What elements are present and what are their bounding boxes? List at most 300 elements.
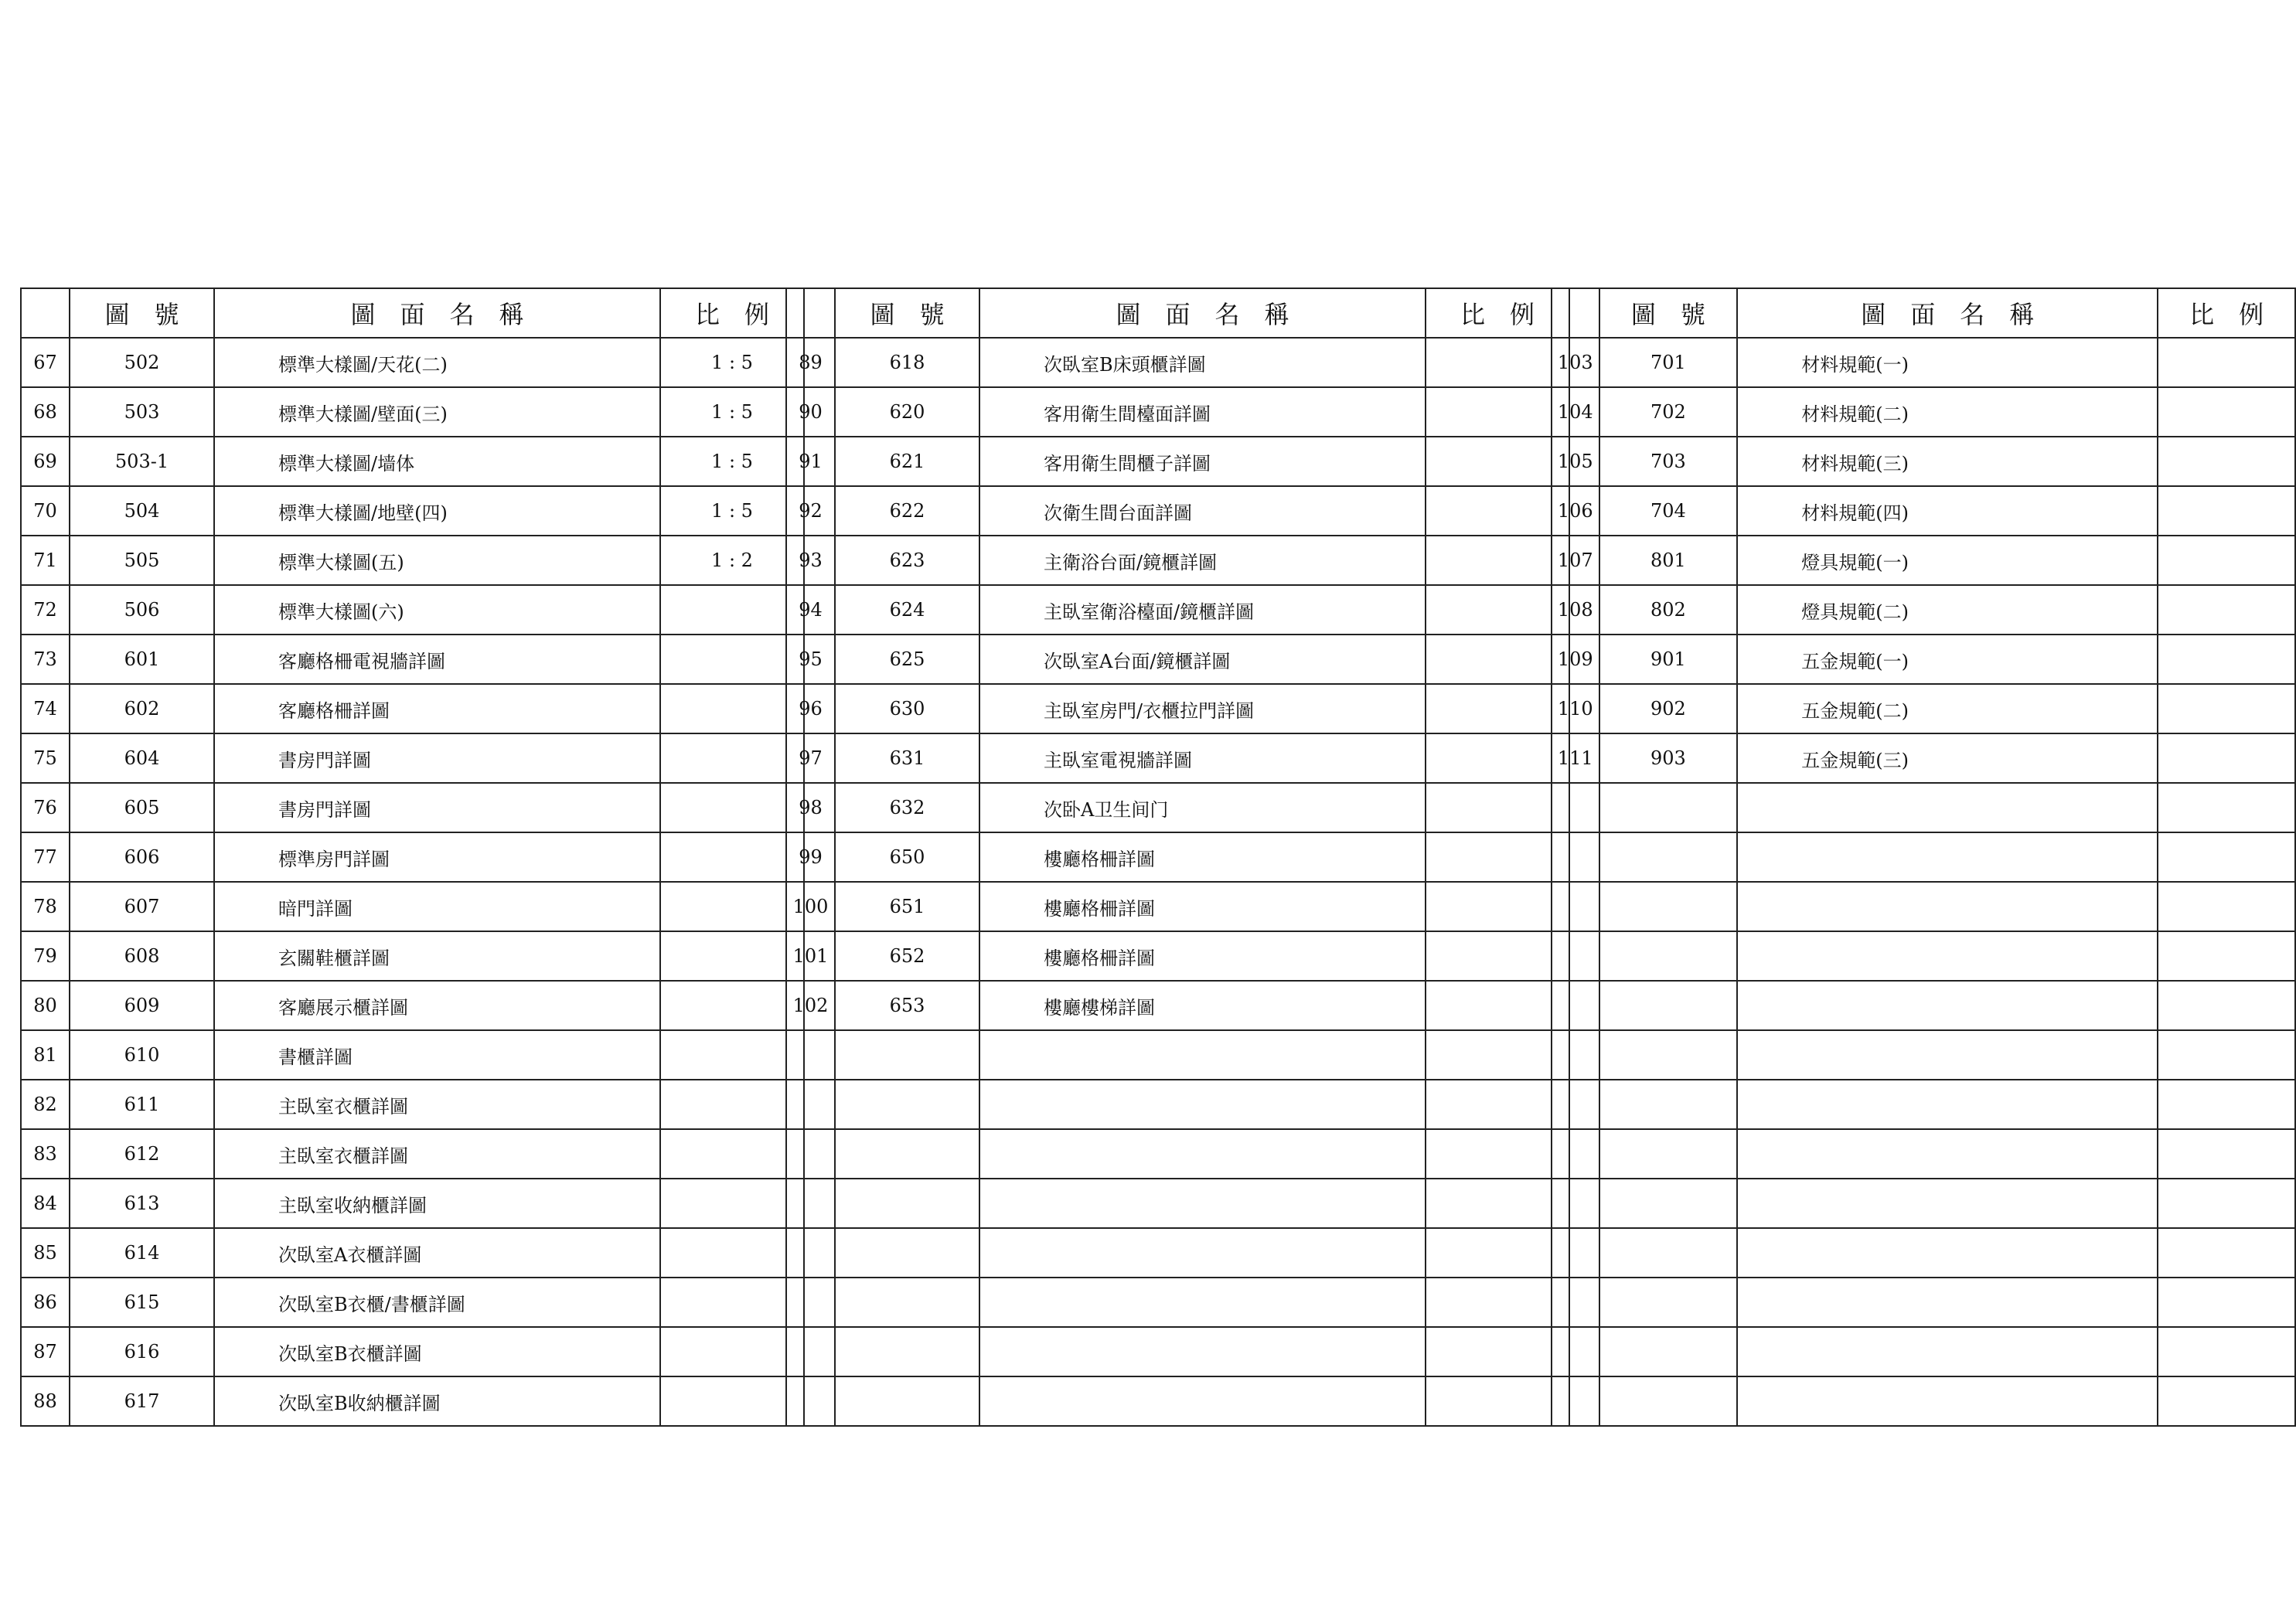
drawing-scale [660,635,804,684]
table-row [786,635,1569,684]
table-row [1552,536,2295,585]
table-row [21,931,804,981]
drawing-scale [660,1278,804,1327]
header-drawing-no: 圖 號 [835,288,979,338]
drawing-number: 616 [70,1327,214,1376]
drawing-name: 材料規範(二) [1737,387,2158,437]
header-seq [21,288,70,338]
drawing-number: 608 [70,931,214,981]
drawing-name: 燈具規範(二) [1737,585,2158,635]
drawing-number [1599,1179,1738,1228]
drawing-scale [1426,585,1569,635]
drawing-number: 614 [70,1228,214,1278]
drawing-name: 書櫃詳圖 [214,1030,660,1080]
drawing-number: 623 [835,536,979,585]
table-row [1552,882,2295,931]
drawing-name [979,1030,1426,1080]
drawing-scale [660,733,804,783]
drawing-name [1737,783,2158,832]
row-seq [786,1278,835,1327]
drawing-name [1737,1228,2158,1278]
drawing-name: 五金規範(一) [1737,635,2158,684]
drawing-name: 主臥室收納櫃詳圖 [214,1179,660,1228]
row-seq [786,1080,835,1129]
drawing-name [979,1129,1426,1179]
drawing-scale [1426,931,1569,981]
table-row [1552,783,2295,832]
row-seq: 67 [21,338,70,387]
drawing-number: 601 [70,635,214,684]
drawing-number: 703 [1599,437,1738,486]
table-row [21,635,804,684]
drawing-number: 605 [70,783,214,832]
drawing-number [835,1080,979,1129]
drawing-name: 主臥室房門/衣櫃拉門詳圖 [979,684,1426,733]
drawing-number: 618 [835,338,979,387]
drawing-scale [2158,338,2295,387]
row-seq: 108 [1552,585,1599,635]
row-seq: 74 [21,684,70,733]
drawing-name [1737,1278,2158,1327]
drawing-scale [1426,486,1569,536]
drawing-number: 651 [835,882,979,931]
drawing-number: 624 [835,585,979,635]
drawing-name: 次臥室B衣櫃詳圖 [214,1327,660,1376]
drawing-number: 612 [70,1129,214,1179]
drawing-number: 613 [70,1179,214,1228]
row-seq: 80 [21,981,70,1030]
drawing-number: 503 [70,387,214,437]
drawing-name [979,1179,1426,1228]
table-row [21,1129,804,1179]
drawing-name [979,1228,1426,1278]
drawing-scale [2158,1080,2295,1129]
drawing-number [835,1327,979,1376]
table-row [1552,387,2295,437]
drawing-scale [2158,882,2295,931]
header-scale: 比 例 [1426,288,1569,338]
table-row [786,832,1569,882]
row-seq: 101 [786,931,835,981]
row-seq: 89 [786,338,835,387]
table-row [786,882,1569,931]
drawing-index-table-2 [785,288,1570,1427]
drawing-number [835,1278,979,1327]
table-row [21,733,804,783]
drawing-number [1599,1278,1738,1327]
drawing-scale [2158,981,2295,1030]
row-seq: 83 [21,1129,70,1179]
drawing-scale [1426,1179,1569,1228]
drawing-name: 次卧A卫生间门 [979,783,1426,832]
row-seq: 81 [21,1030,70,1080]
drawing-name: 次臥室A台面/鏡櫃詳圖 [979,635,1426,684]
row-seq: 109 [1552,635,1599,684]
row-seq [786,1179,835,1228]
drawing-name [979,1080,1426,1129]
drawing-number: 650 [835,832,979,882]
row-seq: 111 [1552,733,1599,783]
table-row [1552,981,2295,1030]
row-seq: 85 [21,1228,70,1278]
row-seq [1552,1129,1599,1179]
drawing-name: 客用衛生間檯面詳圖 [979,387,1426,437]
table-row [1552,1376,2295,1426]
drawing-scale [2158,931,2295,981]
row-seq: 70 [21,486,70,536]
drawing-number: 604 [70,733,214,783]
row-seq: 106 [1552,486,1599,536]
table-row [786,733,1569,783]
table-row [786,1327,1569,1376]
drawing-scale [1426,684,1569,733]
drawing-name: 客廳格柵電視牆詳圖 [214,635,660,684]
drawing-name: 標準大樣圖(五) [214,536,660,585]
table-row [21,1278,804,1327]
row-seq [786,1129,835,1179]
table-row [786,1376,1569,1426]
table-row [21,585,804,635]
table-row [21,338,804,387]
drawing-number: 615 [70,1278,214,1327]
drawing-scale [660,1179,804,1228]
drawing-index-table-1 [20,288,805,1427]
drawing-scale [1426,635,1569,684]
drawing-name: 書房門詳圖 [214,733,660,783]
drawing-scale [1426,437,1569,486]
drawing-scale [660,1080,804,1129]
drawing-number: 704 [1599,486,1738,536]
drawing-name: 玄關鞋櫃詳圖 [214,931,660,981]
drawing-number: 620 [835,387,979,437]
drawing-name [979,1278,1426,1327]
drawing-scale [1426,733,1569,783]
drawing-scale [2158,684,2295,733]
drawing-number: 617 [70,1376,214,1426]
drawing-number: 903 [1599,733,1738,783]
drawing-index-table-3 [1551,288,2296,1427]
table-row [1552,437,2295,486]
drawing-name: 次衛生間台面詳圖 [979,486,1426,536]
drawing-name: 主衛浴台面/鏡櫃詳圖 [979,536,1426,585]
drawing-number [835,1030,979,1080]
row-seq: 97 [786,733,835,783]
drawing-scale [2158,1228,2295,1278]
drawing-scale [2158,635,2295,684]
row-seq: 76 [21,783,70,832]
header-seq [1552,288,1599,338]
row-seq: 94 [786,585,835,635]
drawing-scale [660,1228,804,1278]
drawing-number: 611 [70,1080,214,1129]
table-row [21,1179,804,1228]
drawing-name: 樓廳格柵詳圖 [979,882,1426,931]
table-row [1552,486,2295,536]
drawing-number [1599,1327,1738,1376]
header-scale: 比 例 [660,288,804,338]
drawing-name: 客用衛生間櫃子詳圖 [979,437,1426,486]
row-seq: 95 [786,635,835,684]
drawing-scale [660,832,804,882]
table-row [786,536,1569,585]
drawing-scale [1426,832,1569,882]
drawing-name: 次臥室A衣櫃詳圖 [214,1228,660,1278]
table-row [786,437,1569,486]
drawing-name: 材料規範(一) [1737,338,2158,387]
table-row [21,981,804,1030]
drawing-number: 630 [835,684,979,733]
drawing-name [1737,882,2158,931]
drawing-scale [660,931,804,981]
table-row [786,1129,1569,1179]
drawing-scale [2158,1179,2295,1228]
table-row [1552,1179,2295,1228]
table-row [21,1030,804,1080]
drawing-scale [2158,486,2295,536]
drawing-name [1737,981,2158,1030]
header-drawing-name: 圖 面 名 稱 [1737,288,2158,338]
table-row [1552,1030,2295,1080]
drawing-number [1599,981,1738,1030]
drawing-scale: 1 : 2 [660,536,804,585]
drawing-scale [2158,832,2295,882]
table-header-row [21,288,804,338]
row-seq [786,1228,835,1278]
drawing-scale [1426,536,1569,585]
drawing-name: 主臥室衣櫃詳圖 [214,1129,660,1179]
drawing-scale [2158,733,2295,783]
drawing-number: 701 [1599,338,1738,387]
table-row [21,486,804,536]
table-row [1552,635,2295,684]
drawing-number [1599,1080,1738,1129]
drawing-name: 標準大樣圖/天花(二) [214,338,660,387]
row-seq: 90 [786,387,835,437]
drawing-scale [660,585,804,635]
table-row [21,1376,804,1426]
table-row [21,437,804,486]
row-seq [1552,981,1599,1030]
drawing-name: 客廳格柵詳圖 [214,684,660,733]
table-row [786,585,1569,635]
drawing-number: 607 [70,882,214,931]
table-row [1552,684,2295,733]
table-row [786,486,1569,536]
drawing-scale [1426,1376,1569,1426]
table-row [786,1030,1569,1080]
row-seq [1552,931,1599,981]
row-seq: 71 [21,536,70,585]
drawing-number [1599,882,1738,931]
row-seq: 107 [1552,536,1599,585]
drawing-name: 標準大樣圖/壁面(三) [214,387,660,437]
row-seq: 82 [21,1080,70,1129]
drawing-number: 901 [1599,635,1738,684]
drawing-number: 622 [835,486,979,536]
drawing-scale [660,783,804,832]
drawing-scale: 1 : 5 [660,387,804,437]
row-seq: 86 [21,1278,70,1327]
row-seq [1552,1030,1599,1080]
table-row [1552,931,2295,981]
drawing-number [1599,832,1738,882]
table-row [21,1080,804,1129]
table-row [786,981,1569,1030]
row-seq [1552,1080,1599,1129]
row-seq: 77 [21,832,70,882]
row-seq: 75 [21,733,70,783]
drawing-scale: 1 : 5 [660,486,804,536]
drawing-scale [2158,1376,2295,1426]
row-seq: 93 [786,536,835,585]
drawing-number [1599,783,1738,832]
drawing-name: 材料規範(三) [1737,437,2158,486]
drawing-name: 次臥室B衣櫃/書櫃詳圖 [214,1278,660,1327]
drawing-name: 主臥室衛浴檯面/鏡櫃詳圖 [979,585,1426,635]
row-seq [786,1327,835,1376]
drawing-name: 次臥室B收納櫃詳圖 [214,1376,660,1426]
row-seq [786,1376,835,1426]
drawing-number: 503-1 [70,437,214,486]
table-row [1552,733,2295,783]
drawing-name: 書房門詳圖 [214,783,660,832]
table-row [1552,1228,2295,1278]
drawing-name: 主臥室電視牆詳圖 [979,733,1426,783]
drawing-name [1737,1179,2158,1228]
table-row [21,536,804,585]
row-seq: 96 [786,684,835,733]
drawing-scale [660,684,804,733]
drawing-scale [2158,387,2295,437]
drawing-number: 609 [70,981,214,1030]
row-seq [786,1030,835,1080]
drawing-name: 樓廳樓梯詳圖 [979,981,1426,1030]
drawing-number [1599,1030,1738,1080]
row-seq [1552,1278,1599,1327]
drawing-scale [660,882,804,931]
table-row [21,1327,804,1376]
drawing-name [1737,1327,2158,1376]
drawing-scale [1426,1030,1569,1080]
table-row [1552,1278,2295,1327]
header-seq [786,288,835,338]
drawing-name [1737,1129,2158,1179]
row-seq [1552,1327,1599,1376]
drawing-scale [2158,536,2295,585]
table-row [786,1228,1569,1278]
drawing-scale [1426,1129,1569,1179]
table-row [786,1080,1569,1129]
row-seq: 68 [21,387,70,437]
drawing-number: 801 [1599,536,1738,585]
drawing-number: 602 [70,684,214,733]
table-header-row [786,288,1569,338]
drawing-number: 502 [70,338,214,387]
row-seq: 84 [21,1179,70,1228]
table-row [786,338,1569,387]
drawing-name: 燈具規範(一) [1737,536,2158,585]
table-row [786,387,1569,437]
drawing-number [835,1228,979,1278]
table-row [786,783,1569,832]
drawing-name [1737,931,2158,981]
drawing-scale [1426,1278,1569,1327]
drawing-scale [1426,387,1569,437]
table-row [21,832,804,882]
drawing-number: 621 [835,437,979,486]
drawing-number: 902 [1599,684,1738,733]
drawing-number: 653 [835,981,979,1030]
drawing-scale [660,1030,804,1080]
row-seq [1552,1228,1599,1278]
drawing-name: 次臥室B床頭櫃詳圖 [979,338,1426,387]
row-seq: 99 [786,832,835,882]
drawing-scale [1426,981,1569,1030]
table-row [1552,1327,2295,1376]
drawing-scale [660,981,804,1030]
drawing-scale [2158,1030,2295,1080]
table-row [786,1179,1569,1228]
drawing-number [1599,1228,1738,1278]
row-seq [1552,783,1599,832]
header-drawing-no: 圖 號 [70,288,214,338]
drawing-number: 631 [835,733,979,783]
drawing-name [1737,1376,2158,1426]
row-seq: 92 [786,486,835,536]
drawing-number [835,1129,979,1179]
row-seq: 100 [786,882,835,931]
drawing-scale: 1 : 5 [660,338,804,387]
drawing-name [979,1327,1426,1376]
row-seq: 104 [1552,387,1599,437]
table-header-row [1552,288,2295,338]
drawing-name: 客廳展示櫃詳圖 [214,981,660,1030]
drawing-number: 504 [70,486,214,536]
drawing-scale [1426,882,1569,931]
drawing-scale [1426,1080,1569,1129]
row-seq [1552,1179,1599,1228]
drawing-name: 主臥室衣櫃詳圖 [214,1080,660,1129]
table-row [1552,1080,2295,1129]
header-drawing-no: 圖 號 [1599,288,1738,338]
table-row [21,387,804,437]
table-row [21,684,804,733]
row-seq: 78 [21,882,70,931]
table-row [1552,585,2295,635]
table-row [786,684,1569,733]
drawing-number: 652 [835,931,979,981]
row-seq: 79 [21,931,70,981]
drawing-number [835,1179,979,1228]
row-seq [1552,832,1599,882]
table-row [21,1228,804,1278]
drawing-name: 標準大樣圖/地壁(四) [214,486,660,536]
drawing-name: 五金規範(三) [1737,733,2158,783]
drawing-name: 標準大樣圖(六) [214,585,660,635]
drawing-scale [2158,437,2295,486]
drawing-number: 606 [70,832,214,882]
drawing-name: 樓廳格柵詳圖 [979,931,1426,981]
drawing-name [1737,1030,2158,1080]
drawing-scale: 1 : 5 [660,437,804,486]
drawing-name [1737,832,2158,882]
row-seq [1552,882,1599,931]
drawing-name: 標準房門詳圖 [214,832,660,882]
drawing-name: 暗門詳圖 [214,882,660,931]
drawing-scale [2158,585,2295,635]
drawing-scale [660,1129,804,1179]
drawing-number: 632 [835,783,979,832]
